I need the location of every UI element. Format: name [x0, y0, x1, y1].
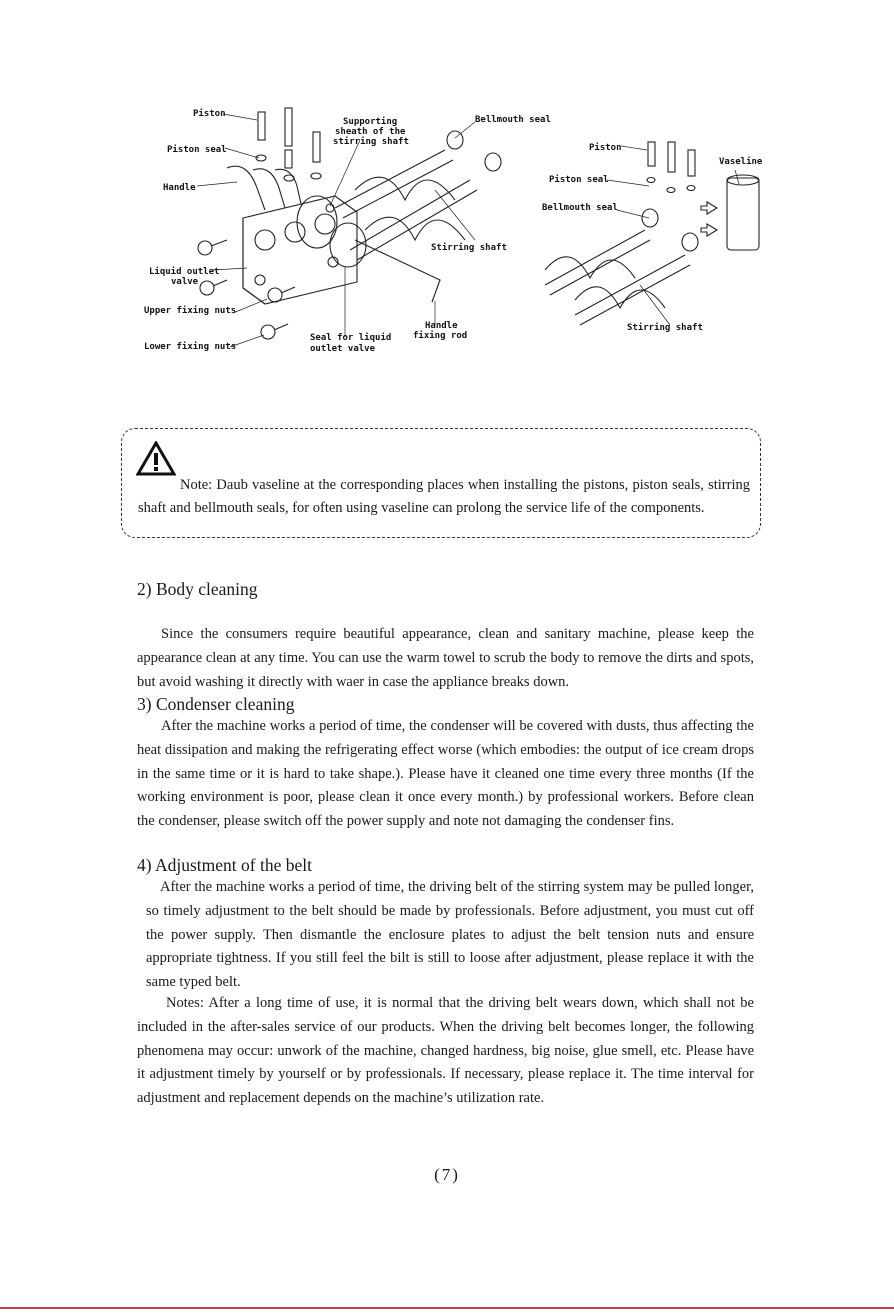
machine-front-body-drawing — [243, 196, 357, 304]
label-piston-left: Piston — [193, 109, 226, 119]
outlet-valve-seal-drawing — [330, 223, 366, 267]
diagram-svg — [135, 100, 765, 370]
label-lower-fixing-nuts: Lower fixing nuts — [144, 342, 237, 352]
warning-icon — [136, 441, 176, 477]
label-handle: Handle — [163, 183, 196, 193]
note-box — [121, 428, 761, 538]
fixing-nuts-drawing — [198, 240, 295, 339]
label-bellmouth-seal-left: Bellmouth seal — [475, 115, 551, 125]
label-seal-liquid-1: Seal for liquid — [310, 333, 392, 343]
label-bellmouth-seal-right: Bellmouth seal — [542, 203, 618, 213]
label-liquid-outlet-valve-2: valve — [171, 277, 199, 287]
label-supporting-sheath-2: sheath of the — [335, 127, 406, 137]
vaseline-jar-drawing — [701, 175, 759, 250]
body-cleaning-text: Since the consumers require beautiful appearance, clean and sanitary machine, please keep the appearance clean at any time. You can use the warm towel to scrub the body to remove the dirts and spots, but avoid washing it directly with waer in case the appliance breaks down. — [137, 626, 754, 690]
label-piston-seal-right: Piston seal — [549, 175, 609, 185]
belt-adjustment-text: After the machine works a period of time, the driving belt of the stirring system may be pulled longer, so timely adjustment to the belt should be made by professionals. Before adjustment, you must cut off the power supply. Then dismantle the enclosure plates to adjust the belt tension nuts and ensure appropriate tightness. If you still feel the bilt is still to loose after adjustment, please replace it with the same typed belt. — [146, 879, 754, 991]
parts-exploded-diagram — [135, 100, 765, 370]
label-supporting-sheath-1: Supporting — [343, 117, 398, 127]
belt-notes-text: Notes: After a long time of use, it is normal that the driving belt wears down, which shall not be included in the after-sales service of our products. When the driving belt becomes longer, the following phenomena may occur: unwork of the machine, changed hardness, big noise, glue smell, etc. Please have it adjustment timely by yourself or by professionals. If necessary, please replace it. The time interval for adjustment and replacement depends on the machine’s utilization rate. — [137, 995, 754, 1107]
heading-belt-adjustment: 4) Adjustment of the belt — [137, 855, 312, 875]
heading-body-cleaning: 2) Body cleaning — [137, 579, 258, 599]
label-supporting-sheath-3: stirring shaft — [333, 137, 409, 147]
piston-right-drawing — [647, 142, 695, 193]
label-stirring-shaft-left: Stirring shaft — [431, 243, 507, 253]
label-vaseline: Vaseline — [719, 157, 763, 167]
label-upper-fixing-nuts: Upper fixing nuts — [144, 306, 237, 316]
heading-condenser-cleaning: 3) Condenser cleaning — [137, 694, 295, 714]
bottom-rule — [0, 1307, 894, 1309]
condenser-cleaning-text: After the machine works a period of time, the condenser will be covered with dusts, thus affecting the heat dissipation and making the refrigerating effect worse (which embodies: the output of ice cream drops in the same time or it is hard to take shape.). Please have it cleaned one time every three months (If the working environment is poor, please clean it once every month.) by professional workers. Before clean the condenser, please switch off the power supply and note not damaging the condenser fins. — [137, 718, 754, 830]
label-piston-right: Piston — [589, 143, 622, 153]
handle-fixing-rod-drawing — [355, 240, 440, 302]
label-seal-liquid-2: outlet valve — [310, 344, 376, 354]
label-piston-seal-left: Piston seal — [167, 145, 227, 155]
label-handle-rod-2: fixing rod — [413, 331, 468, 341]
page-number: (7) — [434, 1165, 460, 1184]
note-text: Note: Daub vaseline at the corresponding places when installing the pistons, piston seals, stirring shaft and bellmouth seals, for often using vaseline can prolong the service life of the components. — [138, 476, 750, 516]
label-stirring-shaft-right: Stirring shaft — [627, 323, 703, 333]
leader-lines — [197, 114, 739, 347]
handle-drawing — [227, 166, 301, 210]
stirring-shaft-right-drawing — [545, 209, 698, 325]
label-handle-rod-1: Handle — [425, 321, 458, 331]
label-liquid-outlet-valve-1: Liquid outlet — [149, 267, 220, 277]
stirring-shaft-left-drawing — [335, 131, 501, 260]
